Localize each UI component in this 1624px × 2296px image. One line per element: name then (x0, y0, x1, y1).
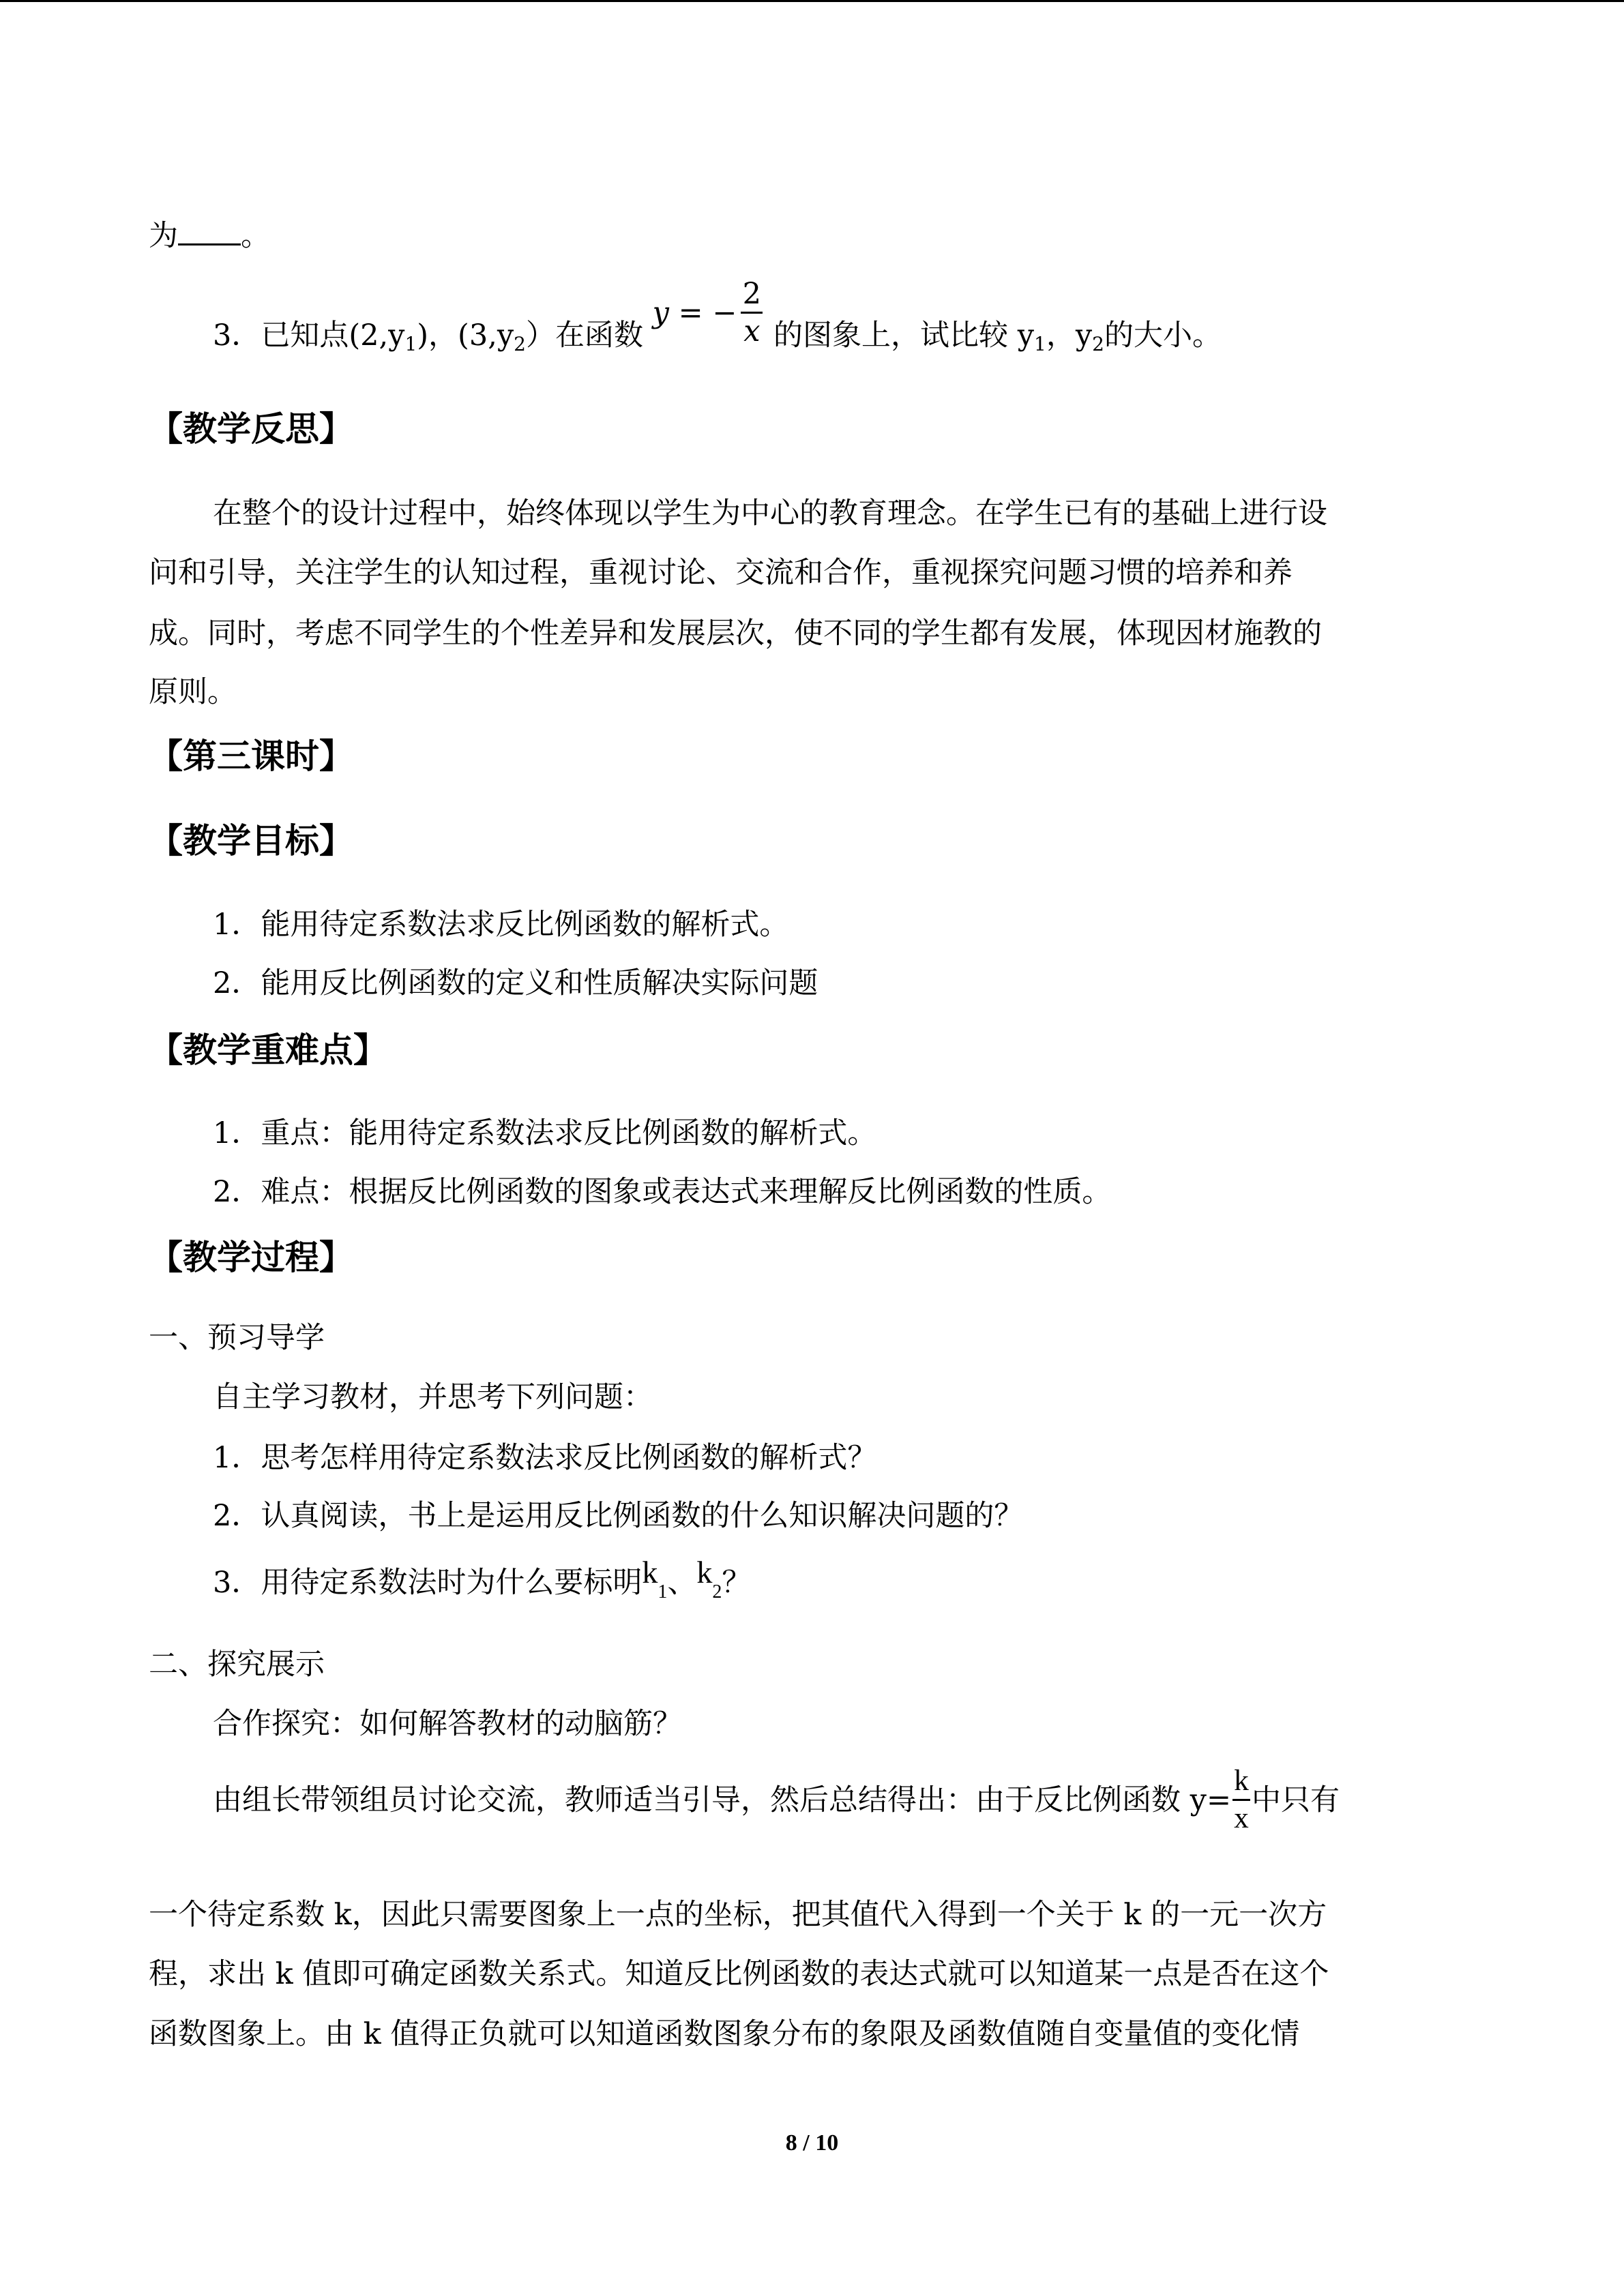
page-top-border (0, 0, 1624, 2)
text-fragment: ）在函数 (525, 318, 643, 353)
text-fragment: ？ (722, 1566, 752, 1600)
subscript: 2 (712, 1581, 722, 1602)
text-line (149, 215, 270, 256)
section-heading-keypoints: 【教学重难点】 (149, 1030, 387, 1070)
paragraph-line: 合作探究：如何解答教材的动脑筋？ (213, 1707, 682, 1741)
fraction-numerator: 2 (742, 277, 762, 311)
subscript: 1 (658, 1581, 668, 1602)
paragraph-line: 程，求出 k 值即可确定函数关系式。知道反比例函数的表达式就可以知道某一点是否在这个 (149, 1957, 1329, 1991)
section-heading-lesson-3: 【第三课时】 (149, 736, 353, 776)
text-fragment (213, 315, 643, 365)
subsection-title: 二、探究展示 (149, 1648, 325, 1682)
question-item: 1．思考怎样用待定系数法求反比例函数的解析式？ (213, 1441, 877, 1475)
question-item (213, 1555, 752, 1613)
text-fragment: ，y (1046, 318, 1093, 353)
paragraph-line: 成。同时，考虑不同学生的个性差异和发展层次，使不同的学生都有发展，体现因材施教的 (149, 616, 1322, 651)
text-fragment: 由组长带领组员讨论交流，教师适当引导，然后总结得出：由于反比例函数 y= (213, 1783, 1231, 1817)
fraction-numerator: k (1234, 1765, 1249, 1797)
text-fragment: 、 (667, 1566, 697, 1600)
goal-item: 1．能用待定系数法求反比例函数的解析式。 (213, 908, 789, 942)
text-fragment: 的大小。 (1104, 318, 1222, 353)
variable-k1: k (642, 1555, 658, 1590)
subscript: 2 (514, 333, 526, 355)
paragraph-line: 在整个的设计过程中，始终体现以学生为中心的教育理念。在学生已有的基础上进行设 (213, 496, 1327, 531)
section-heading-reflection: 【教学反思】 (149, 409, 353, 449)
fraction-denominator: x (743, 314, 761, 348)
question-3 (213, 271, 1222, 360)
subsection-title: 一、预习导学 (149, 1321, 325, 1355)
text-fragment: 的图象上，试比较 y (773, 318, 1034, 353)
fraction (739, 276, 764, 349)
fraction-denominator: x (1234, 1802, 1249, 1834)
subscript: 2 (1092, 333, 1104, 355)
paragraph-line: 函数图象上。由 k 值得正负就可以知道函数图象分布的象限及函数值随自变量值的变化情 (149, 2017, 1300, 2051)
keypoint-item: 2．难点：根据反比例函数的图象或表达式来理解反比例函数的性质。 (213, 1175, 1112, 1209)
text-fragment: 。 (241, 219, 270, 253)
text-fragment: 3．已知点(2,y (213, 318, 405, 353)
text-fragment: 中只有 (1252, 1783, 1340, 1817)
page-number: 8 / 10 (785, 2130, 839, 2156)
section-heading-goals: 【教学目标】 (149, 821, 353, 861)
text-fragment: 3．用待定系数法时为什么要标明 (213, 1566, 643, 1600)
goal-item: 2．能用反比例函数的定义和性质解决实际问题 (213, 966, 818, 1000)
text-fragment (773, 315, 1222, 365)
subscript: 1 (404, 333, 417, 355)
paragraph-line-with-fraction (213, 1763, 1340, 1852)
section-heading-process: 【教学过程】 (149, 1238, 353, 1277)
variable-k2: k (696, 1555, 713, 1590)
text-fragment: )，(3,y (417, 318, 514, 353)
paragraph-line: 一个待定系数 k，因此只需要图象上一点的坐标，把其值代入得到一个关于 k 的一元一次方 (149, 1898, 1327, 1932)
answer-blank (178, 218, 241, 245)
fraction-k-over-x (1231, 1763, 1252, 1836)
text-fragment: 为 (149, 219, 178, 253)
paragraph-line: 问和引导，关注学生的认知过程，重视讨论、交流和合作，重视探究问题习惯的培养和养 (149, 556, 1293, 590)
question-item: 2．认真阅读，书上是运用反比例函数的什么知识解决问题的？ (213, 1499, 1024, 1533)
keypoint-item: 1．重点：能用待定系数法求反比例函数的解析式。 (213, 1116, 877, 1150)
formula-y-neg-2-over-x (653, 276, 765, 349)
subscript: 1 (1034, 333, 1046, 355)
formula-lhs: y = − (652, 295, 737, 330)
paragraph-line: 自主学习教材，并思考下列问题： (213, 1380, 653, 1414)
paragraph-line: 原则。 (149, 675, 237, 709)
